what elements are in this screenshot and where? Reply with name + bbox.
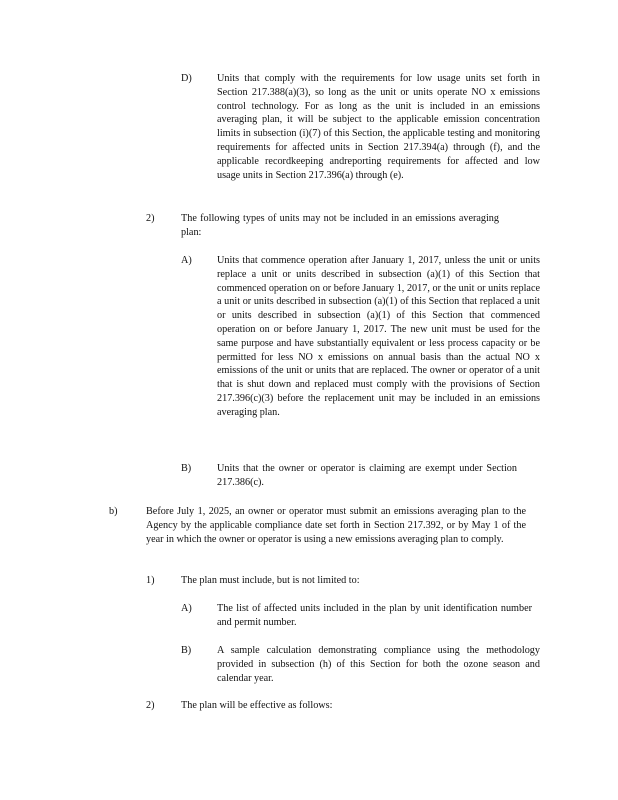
item-text: Before July 1, 2025, an owner or operator must submit an emissions averaging plan to the Agency by the applicable compliance date set forth in Section 217.392, or by May 1 of the year in which the owner or operator is using a new emissions averaging plan to comply. [146,506,526,545]
item-text: Units that comply with the requirements for low usage units set forth in Section 217.388(a)(3), so long as the unit or units operate NO x emissions control technology. For as long as the unit is included in an emissions averaging plan, it will be subject to the applicable emission concentration limits in subsection (i)(7) of this Section, the applicable testing and monitoring requirements for affected units in Section 217.394(a) through (f), and the applicable recordkeeping andreporting requirements for affected and low usage units in Section 217.396(a) through (e). [217,73,540,181]
item-label: D) [181,73,192,84]
item-text: The following types of units may not be included in an emissions averaging plan: [181,213,499,238]
item-label: 2) [146,700,155,711]
item-text: The plan will be effective as follows: [181,700,333,711]
item-label: b) [109,506,118,517]
item-text: Units that commence operation after January 1, 2017, unless the unit or units replace a unit or units described in subsection (a)(1) of this Section that commenced operation on or before January 1, 2017, or the unit or units replace a unit or units described in subsection (a)(1) of this Section that replaced a unit or units described in subsection (a)(1) of this Section that commenced operation on or before January 1, 2017. The new unit must be used for the same purpose and have substantially equivalent or less process capacity or be permitted for less NO x emissions on annual basis than the actual NO x emissions of the unit or units that are replaced. The owner or operator of a unit that is shut down and replaced must comply with the provisions of Section 217.396(c)(3) before the replacement unit may be included in an emissions averaging plan. [217,255,540,418]
item-text: The plan must include, but is not limited to: [181,575,360,586]
item-label: 1) [146,575,155,586]
item-text: Units that the owner or operator is claiming are exempt under Section 217.386(c). [217,463,517,488]
item-label: 2) [146,213,155,224]
item-text: A sample calculation demonstrating compliance using the methodology provided in subsection (h) of this Section for both the ozone season and calendar year. [217,645,540,684]
item-label: B) [181,645,192,656]
item-text: The list of affected units included in the plan by unit identification number and permit number. [217,603,532,628]
item-label: A) [181,255,192,266]
item-label: A) [181,603,192,614]
item-label: B) [181,463,192,474]
